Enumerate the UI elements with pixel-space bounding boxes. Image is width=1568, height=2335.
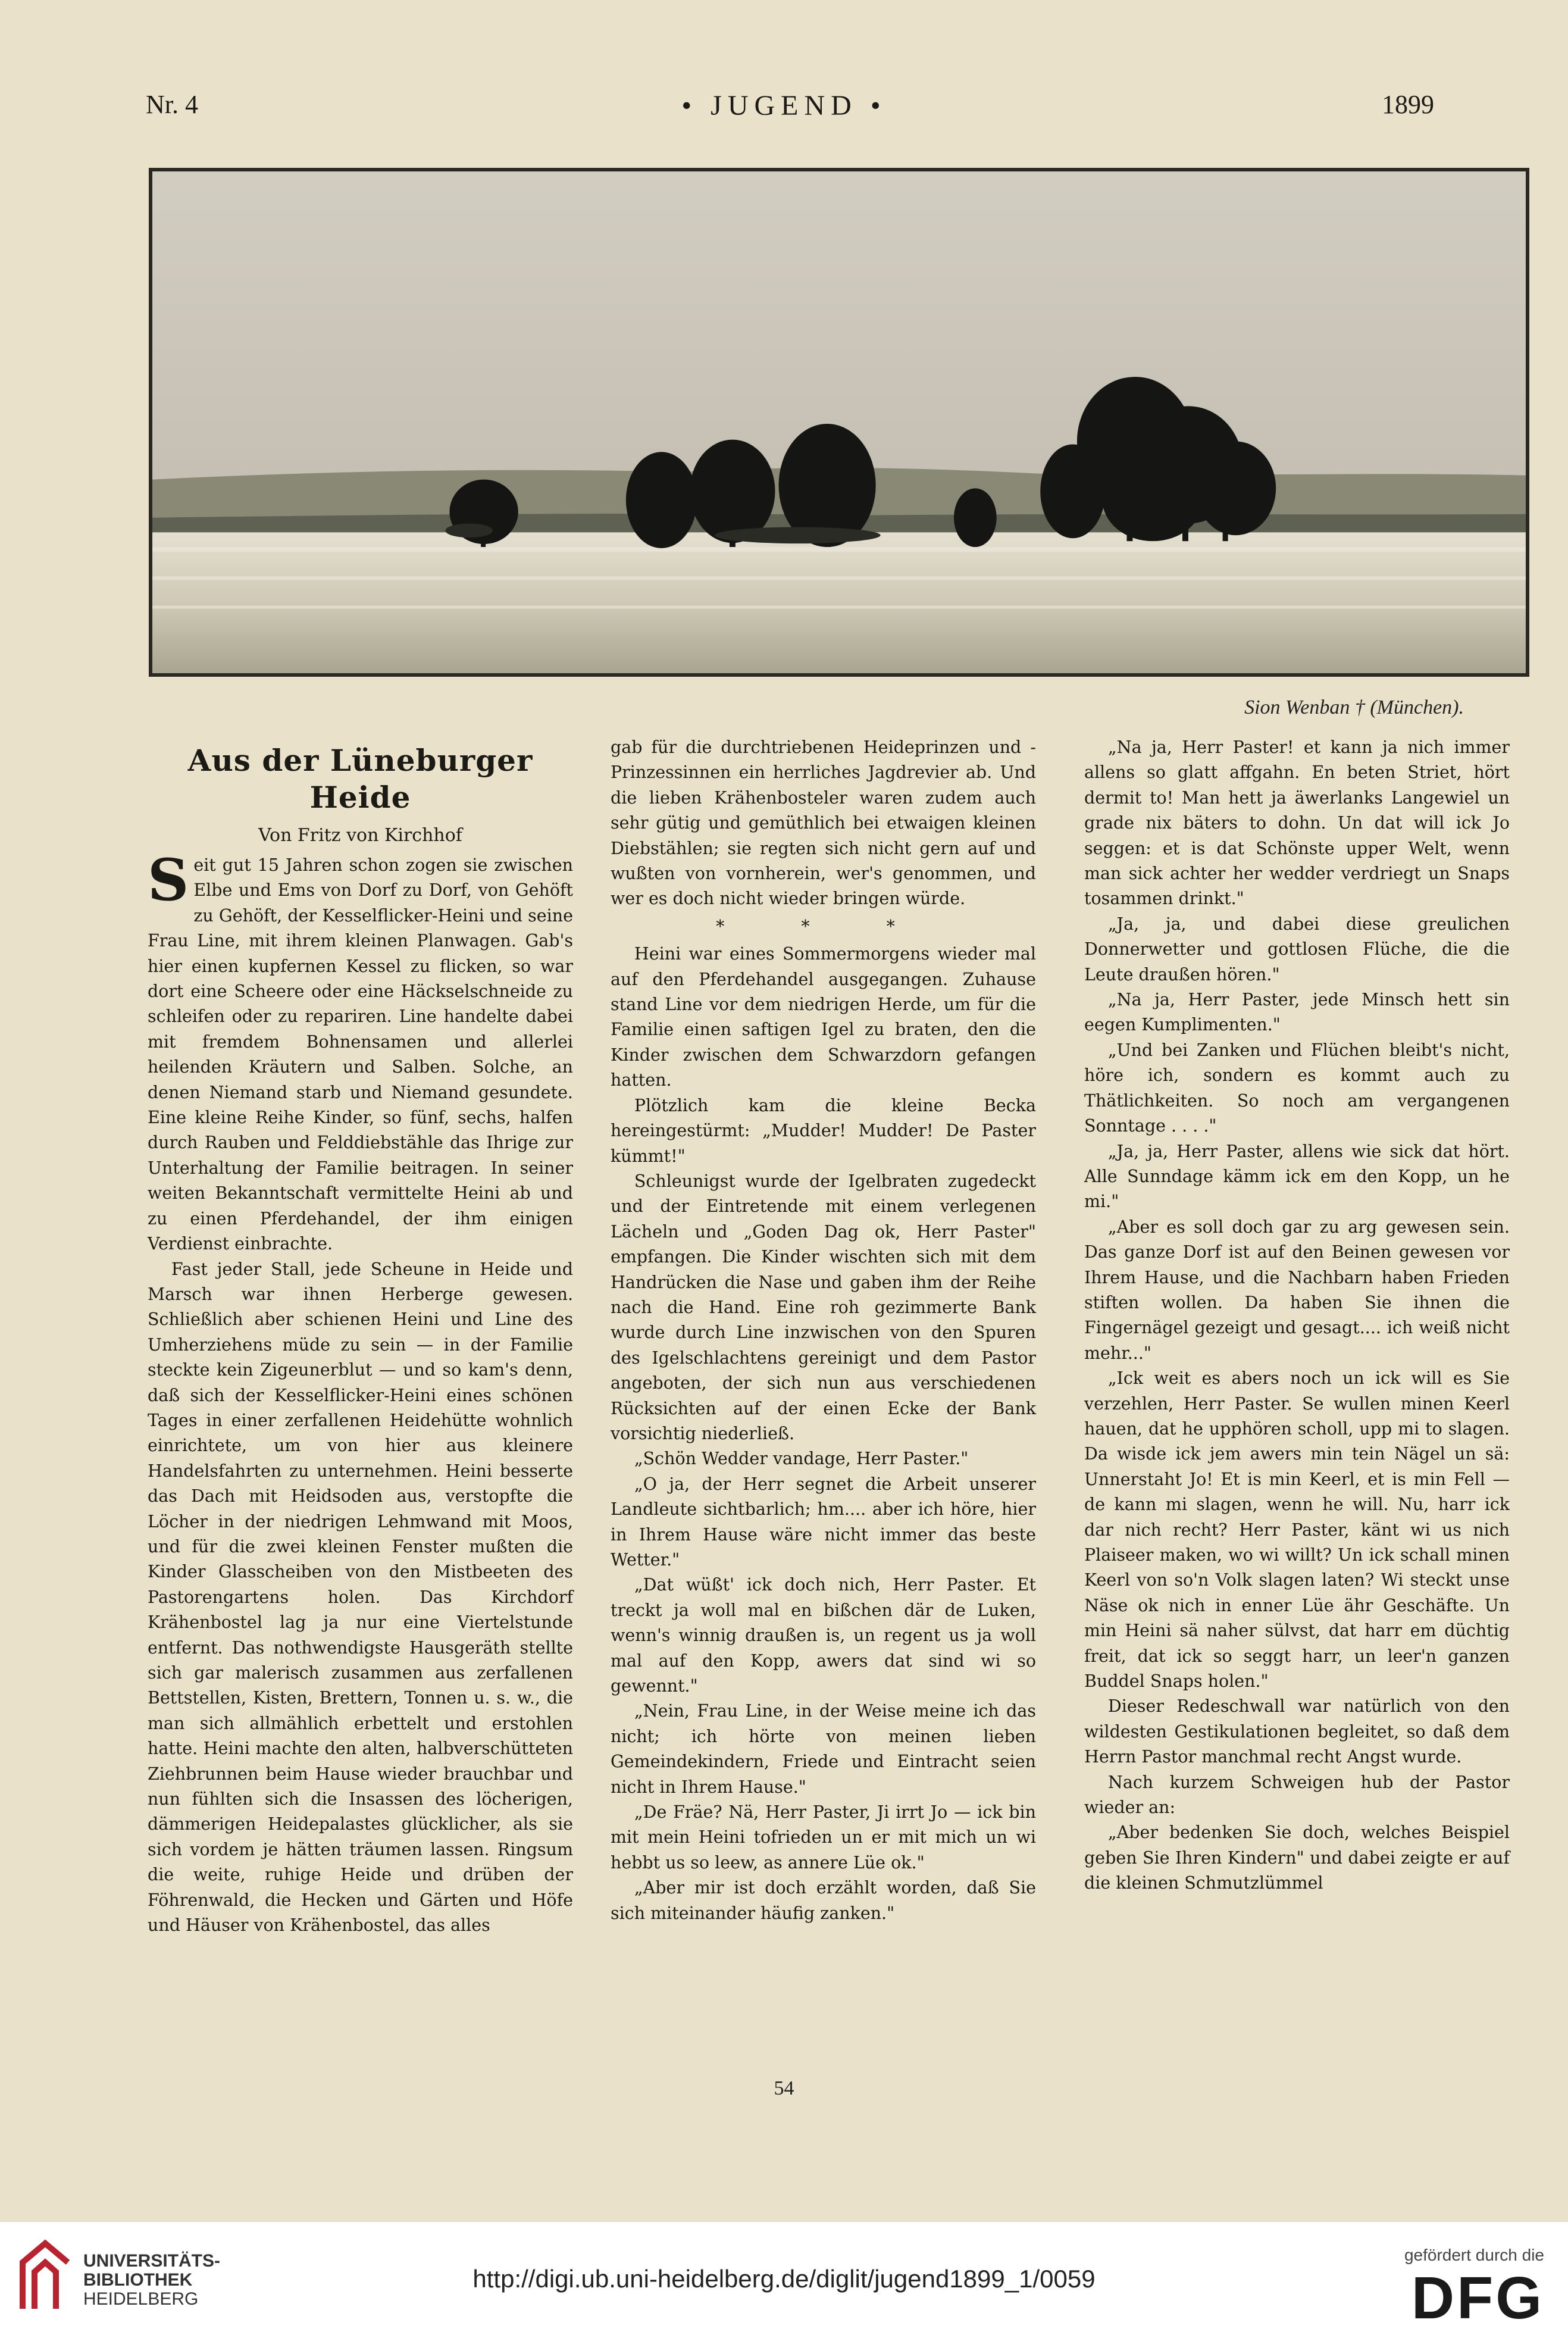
paragraph: Seit gut 15 Jahren schon zogen sie zwischen Elbe und Ems von Dorf zu Dorf, von Gehöft zu Gehöft, der Kesselflicker-Heini und seine Frau Line, mit ihrem kleinen Planwagen. Gab's hier einen kupfernen Kessel zu flicken, so war dort eine Scheere oder eine Häckselschneide zu schleifen oder zu repariren. Line handelte dabei mit fremdem Bohnensamen und allerlei heilenden Kräutern und Salben. Solche, an denen Niemand starb und Niemand gesundete. Eine kleine Reihe Kinder, so fünf, sechs, halfen durch Rauben und Felddiebstähle das Ihrige zur Unterhaltung der Familie beitragen. In seiner weiten Bekanntschaft vermittelte Heini ab und zu einen Pferdehandel, der ihm einigen Verdienst einbrachte. [148, 846, 573, 1254]
landscape-illustration [149, 168, 1529, 677]
paragraph: „Aber mir ist doch erzählt worden, daß Sie sich miteinander häufig zanken." [611, 1878, 1036, 1923]
paragraph: „Schön Wedder vandage, Herr Paster." [634, 1449, 969, 1469]
permalink-url[interactable]: http://digi.ub.uni-heidelberg.de/diglit/jugend1899_1/0059 [472, 2265, 1096, 2293]
paragraph: Schleunigst wurde der Igelbraten zugedeckt und der Eintretende mit einem verlegenen Lächeln und „Goden Dag ok, Herr Paster" empfangen. Die Kinder wischten sich mit dem Handrücken die Nase und gaben ihm der Reihe nach die Hand. Eine roh gezimmerte Bank wurde durch Line inzwischen von den Spuren des Igelschlachtens gereinigt und dem Pastor angeboten, der sich nun aus verschiedenen Rücksichten auf der einen Ecke der Bank vorsichtig niederließ. [611, 1171, 1036, 1443]
paragraph: „Na ja, Herr Paster! et kann ja nich immer allens so glatt affgahn. En beten Striet, hört dermit to! Man hett ja äwerlanks Langewiel un grade nix bäters to dohn. Un dat will ick Jo seggen: et is dat Schönste upper Welt, wenn man sick achter her wedder verdriegt un Snaps tosammen drinkt." [1084, 737, 1510, 909]
paragraph: „Aber es soll doch gar zu arg gewesen sein. Das ganze Dorf ist auf den Beinen gewesen vor Ihrem Hause, und die Nachbarn haben Frieden stiften wollen. Da haben Sie ihnen die Fingernägel gezeigt und gesagt.... ich weiß nicht mehr..." [1084, 1217, 1510, 1363]
text-column-1 [148, 735, 573, 1938]
text-column-3 [1084, 735, 1510, 1896]
article-title: Aus der Lüneburger Heide [187, 743, 533, 815]
text-column-2 [611, 735, 1036, 1926]
paragraph: „Ick weit es abers noch un ick will es Sie verzehlen, Herr Paster. Se wullen minen Keerl hauen, dat he upphören scholl, upp mi to slagen. Da wisde ick jem awers min tein Nägel un sä: Unnerstaht Jo! Et is min Keerl, et is min Fell — de kann mi slagen, wenn he will. Nu, harr ick dar nich recht? Herr Paster, känt wi us nich Plaiseer maken, wo wi willt? Un ick schall minen Keerl von so'n Volk slagen laten? Wi steckt unse Näse ok nich in enner Lüe ähr Geschäfte. Un min Heini sä naher sülvst, dat harr em düchtig freit, dat ick so seggt harr, un leer'n ganzen Buddel Snaps holen." [1084, 1368, 1510, 1692]
paragraph: „Aber bedenken Sie doch, welches Beispiel geben Sie Ihren Kindern" und dabei zeigte er auf die kleinen Schmutzlümmel [1084, 1823, 1510, 1893]
paragraph: „Nein, Frau Line, in der Weise meine ich das nicht; ich hörte von meinen lieben Gemeindekindern, Friede und Eintracht seien nicht in Ihrem Hause." [611, 1701, 1036, 1797]
paragraph: „O ja, der Herr segnet die Arbeit unserer Landleute sichtbarlich; hm.... aber ich höre, hier in Ihrem Hause wäre nicht immer das beste Wetter." [611, 1474, 1036, 1570]
paragraph: Fast jeder Stall, jede Scheune in Heide und Marsch war ihnen Herberge gewesen. Schließlich aber schienen Heini und Line des Umherziehens müde zu sein — in der Familie steckte kein Zigeunerblut — und so kam's denn, daß sich der Kesselflicker-Heini eines schönen Tages in einer zerfallenen Heidehütte wohnlich einrichtete, um von hier aus kleinere Handelsfahrten zu unternehmen. Heini besserte das Dach mit Heidsoden aus, verstopfte die Löcher in der niedrigen Lehmwand mit Moos, und für die zwei kleinen Fenster mußten die Kinder Glasscheiben von den Mistbeeten des Pastorengartens holen. Das Kirchdorf Krähenbostel lag ja nur eine Viertelstunde entfernt. Das nothwendigste Hausgeräth stellte sich gar malerisch zusammen aus zerfallenen Bettstellen, Kisten, Brettern, Tonnen u. s. w., die man sich allmählich erbettelt und erstohlen hatte. Heini machte den alten, halbverschütteten Ziehbrunnen beim Hause wieder brauchbar und nun fühlten sich die Insassen des löcherigen, dämmerigen Heidepalastes glücklicher, als sie sich vordem je hätten träumen lassen. Ringsum die weite, ruhige Heide und drüben der Föhrenwald, die Hecken und Gärten und Höfe und Häuser von Krähenbostel, das alles [148, 1259, 573, 1936]
drop-cap: S [148, 846, 189, 914]
university-library-name: UNIVERSITÄTS- BIBLIOTHEK HEIDELBERG [83, 2251, 221, 2309]
journal-title: • JUGEND • [681, 90, 887, 121]
article-author: Von Fritz von Kirchhof [258, 825, 462, 846]
paragraph: „Und bei Zanken und Flüchen bleibt's nicht, höre ich, sondern es kommt auch zu Thätlichkeiten. So noch am vergangenen Sonntage . . . ." [1084, 1040, 1510, 1136]
viewer-footer [0, 2221, 1568, 2335]
paragraph: „Dat wüßt' ick doch nich, Herr Paster. Et treckt ja woll mal en bißchen där de Luken, wenn's winnig draußen is, un regent us ja woll mal auf den Kopp, awers dat sind wi so gewennt." [611, 1575, 1036, 1696]
dfg-logo: DFG [1411, 2265, 1544, 2331]
paragraph: „De Fräe? Nä, Herr Paster, Ji irrt Jo — ick bin mit mein Heini tofrieden un er mit mich un wi hebbt us so leew, as annere Lüe ok." [611, 1802, 1036, 1873]
paragraph: „Ja, ja, Herr Paster, allens wie sick dat hört. Alle Sunndage kämm ick em den Kopp, un he mi." [1084, 1141, 1510, 1212]
illustration-credit: Sion Wenban † (München). [1244, 696, 1464, 718]
paragraph: Dieser Redeschwall war natürlich von den wildesten Gestikulationen begleitet, so daß dem Herrn Pastor manchmal recht Angst wurde. [1084, 1696, 1510, 1767]
issue-number: Nr. 4 [146, 90, 198, 119]
paragraph: Nach kurzem Schweigen hub der Pastor wieder an: [1084, 1772, 1510, 1818]
section-break: * * * [716, 916, 931, 936]
field [152, 532, 1526, 673]
paragraph: gab für die durchtriebenen Heideprinzen und -Prinzessinnen ein herrliches Jagdrevier ab. Und die lieben Krähenbosteler waren zudem auch sehr gütig und gemüthlich bei etwaigen kleinen Diebstählen; sie regten sich nicht gern auf und wußten von vornherein, wer's genommen, und wer es doch nicht wieder bringen würde. [611, 737, 1036, 909]
paragraph: Heini war eines Sommermorgens wieder mal auf den Pferdehandel ausgegangen. Zuhause stand Line vor dem niedrigen Herde, um für die Familie einen saftigen Igel zu braten, den die Kinder zwischen dem Schwarzdorn gefangen hatten. [611, 944, 1036, 1090]
heath-landscape-drawing [152, 171, 1526, 673]
year: 1899 [1382, 90, 1434, 119]
paragraph: „Na ja, Herr Paster, jede Minsch hett sin eegen Kumplimenten." [1084, 990, 1510, 1035]
paragraph: „Ja, ja, und dabei diese greulichen Donnerwetter und gottlosen Flüche, die die Leute draußen hören." [1084, 914, 1510, 984]
page-number: 54 [774, 2077, 794, 2099]
paragraph: Plötzlich kam die kleine Becka hereingestürmt: „Mudder! Mudder! De Paster kümmt!" [611, 1095, 1036, 1166]
funding-note: gefördert durch die [1404, 2246, 1544, 2264]
